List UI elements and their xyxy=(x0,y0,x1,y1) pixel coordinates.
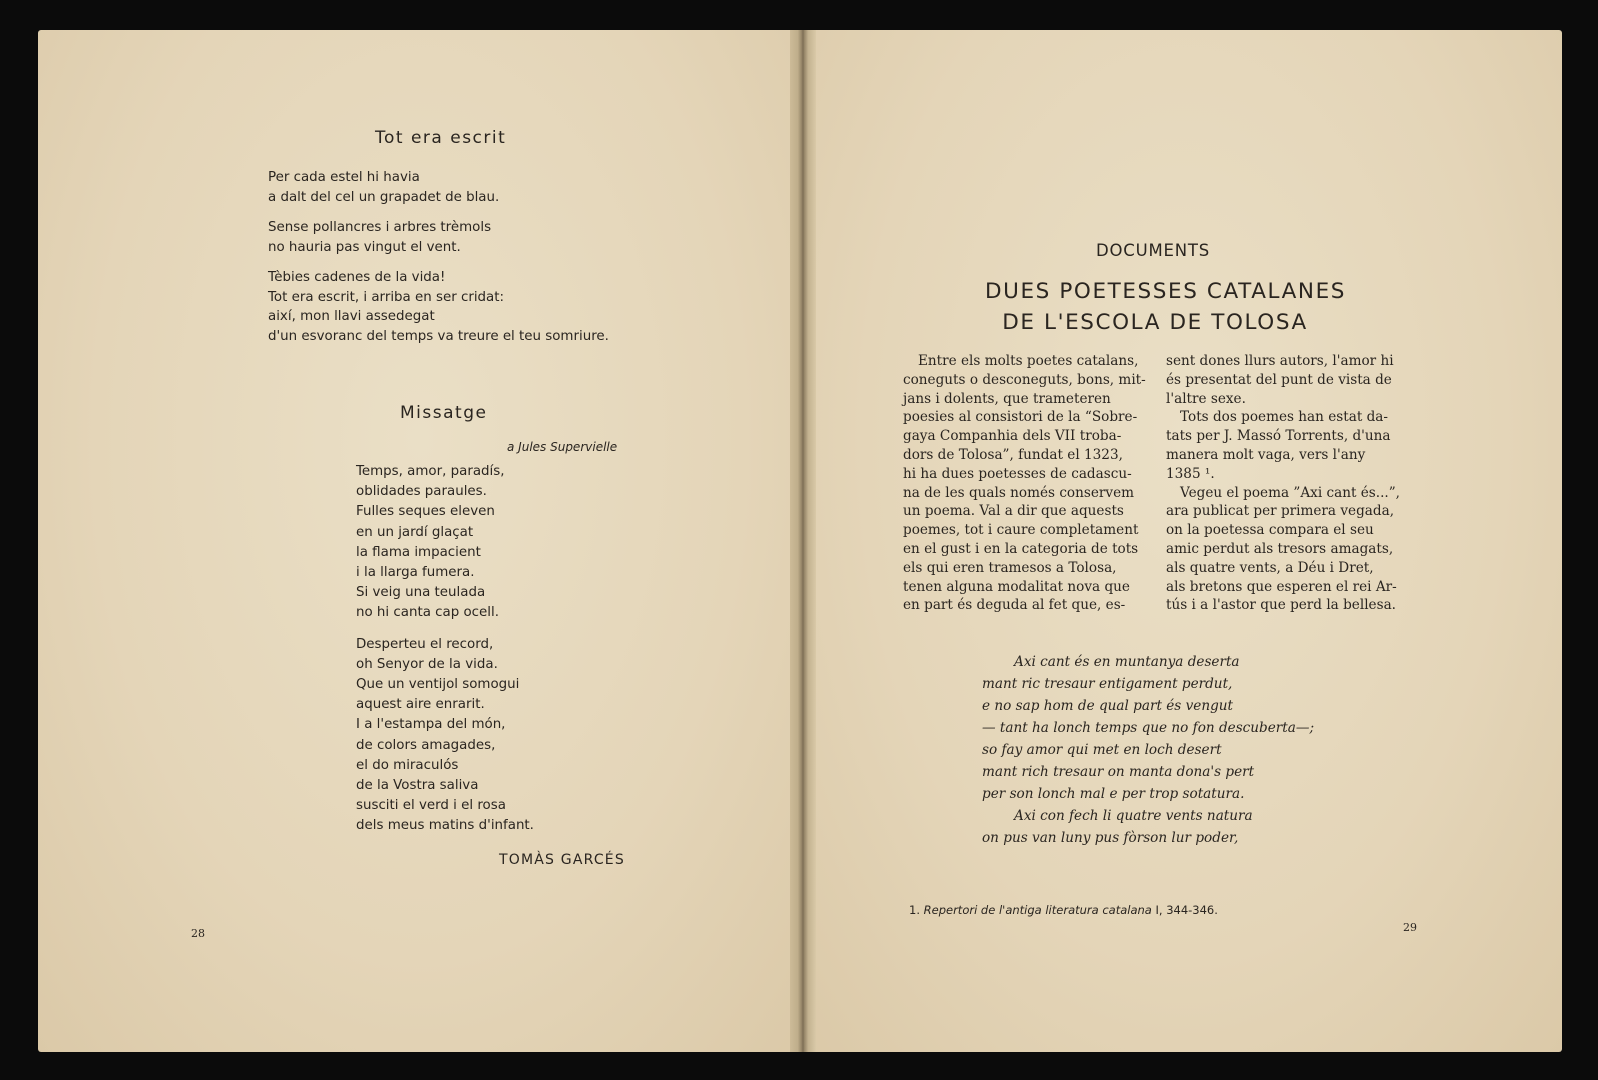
stanza xyxy=(268,218,609,257)
article-column-left xyxy=(903,352,1146,615)
footnote-pages: I, 344-346. xyxy=(1155,903,1218,917)
verse-line: oh Senyor de la vida. xyxy=(356,656,498,672)
verse-line: mant rich tresaur on manta dona's pert xyxy=(982,764,1255,780)
book-gutter xyxy=(790,30,816,1052)
verse-line: el do miraculós xyxy=(356,757,459,773)
verse-line: de la Vostra saliva xyxy=(356,778,479,794)
stanza xyxy=(356,635,534,837)
footnote xyxy=(909,903,1218,917)
verse-line: la flama impacient xyxy=(356,544,481,560)
poem-title: Missatge xyxy=(400,403,488,423)
verse-line: Temps, amor, paradís, xyxy=(356,464,505,479)
verse-line: Tèbies cadenes de la vida! xyxy=(268,270,446,285)
text-line: jans i dolents, que trameteren xyxy=(903,390,1111,407)
page-number: 28 xyxy=(191,927,205,940)
verse-line: Fulles seques eleven xyxy=(356,504,495,520)
text-line: els qui eren tramesos a Tolosa, xyxy=(903,559,1117,576)
verse-line: — tant ha lonch temps que no fon descuberta—; xyxy=(982,720,1315,736)
author-signature: TOMÀS GARCÉS xyxy=(499,852,625,868)
footnote-marker: 1. xyxy=(909,903,920,917)
verse-line: d'un esvoranc del temps va treure el teu somriure. xyxy=(268,328,609,344)
verse-line: Axi cant és en muntanya deserta xyxy=(1014,654,1240,670)
text-line: als bretons que esperen el rei Ar- xyxy=(1166,578,1397,595)
text-line: amic perdut als tresors amagats, xyxy=(1166,540,1394,557)
text-line: ara publicat per primera vegada, xyxy=(1166,503,1395,520)
text-line: on la poetessa compara el seu xyxy=(1166,522,1374,539)
verse-line: així, mon llavi assedegat xyxy=(268,309,435,324)
text-line: dors de Tolosa”, fundat el 1323, xyxy=(903,446,1123,463)
title-line: DE L'ESCOLA DE TOLOSA xyxy=(1002,310,1308,335)
verse-line: aquest aire enrarit. xyxy=(356,697,485,713)
verse-line: Que un ventijol somogui xyxy=(356,677,520,693)
text-line: en el gust i en la categoria de tots xyxy=(903,540,1139,557)
text-line: gaya Companhia dels VII troba- xyxy=(903,428,1122,445)
text-line: Tots dos poemes han estat da- xyxy=(1180,409,1389,426)
verse-line: Tot era escrit, i arriba en ser cridat: xyxy=(268,289,505,305)
verse-line: Axi con fech li quatre vents natura xyxy=(1014,808,1253,824)
verse-line: oblidades paraules. xyxy=(356,484,487,500)
verse-line: no hauria pas vingut el vent. xyxy=(268,239,461,255)
stanza xyxy=(356,462,534,624)
text-line: hi ha dues poetesses de cadascu- xyxy=(903,465,1132,482)
text-line: Entre els molts poetes catalans, xyxy=(918,353,1139,369)
verse-line: Sense pollancres i arbres trèmols xyxy=(268,220,492,235)
text-line: manera molt vaga, vers l'any xyxy=(1166,446,1366,463)
text-line: en part és deguda al fet que, es- xyxy=(903,597,1126,614)
verse-line: en un jardí glaçat xyxy=(356,524,474,540)
page-number: 29 xyxy=(1403,921,1417,934)
text-line: tenen alguna modalitat nova que xyxy=(903,578,1130,595)
text-line: als quatre vents, a Déu i Dret, xyxy=(1166,559,1374,576)
title-line: DUES POETESSES CATALANES xyxy=(985,279,1347,304)
verse-line: so fay amor qui met en loch desert xyxy=(982,742,1222,758)
text-line: l'altre sexe. xyxy=(1166,390,1246,407)
text-line: poesies al consistori de la “Sobre- xyxy=(903,409,1138,426)
verse-line: a dalt del cel un grapadet de blau. xyxy=(268,189,500,205)
article-column-right xyxy=(1166,352,1410,615)
verse-line: susciti el verd i el rosa xyxy=(356,798,506,814)
text-line: coneguts o desconeguts, bons, mit- xyxy=(903,371,1146,388)
text-line: na de les quals només conservem xyxy=(903,484,1135,501)
verse-line: de colors amagades, xyxy=(356,737,496,753)
verse-line: i la llarga fumera. xyxy=(356,565,475,581)
verse-line: dels meus matins d'infant. xyxy=(356,818,534,834)
stanza xyxy=(268,268,609,346)
text-line: sent dones llurs autors, l'amor hi xyxy=(1166,353,1394,369)
text-line: tús i a l'astor que perd la bellesa. xyxy=(1166,597,1396,614)
article-title xyxy=(985,276,1347,338)
medieval-verse xyxy=(982,651,1314,849)
stanza xyxy=(268,168,609,207)
poem-body xyxy=(356,462,534,848)
poem-body xyxy=(268,168,609,357)
poem-dedication: a Jules Supervielle xyxy=(507,440,618,454)
text-line: un poema. Val a dir que aquests xyxy=(903,503,1124,520)
text-line: Vegeu el poema ”Axi cant és...”, xyxy=(1180,484,1401,501)
text-line: és presentat del punt de vista de xyxy=(1166,371,1392,388)
verse-line: I a l'estampa del món, xyxy=(356,717,506,733)
footnote-title: Repertori de l'antiga literatura catalana xyxy=(923,903,1152,917)
verse-line: e no sap hom de qual part és vengut xyxy=(982,698,1234,714)
poem-title: Tot era escrit xyxy=(375,128,507,148)
text-line: 1385 ¹. xyxy=(1166,465,1215,482)
verse-line: Desperteu el record, xyxy=(356,636,494,652)
verse-line: Per cada estel hi havia xyxy=(268,170,420,185)
text-line: poemes, tot i caure completament xyxy=(903,522,1139,539)
verse-line: Si veig una teulada xyxy=(356,585,486,601)
verse-line: no hi canta cap ocell. xyxy=(356,605,499,621)
verse-line: per son lonch mal e per trop sotatura. xyxy=(982,786,1245,802)
text-line: tats per J. Massó Torrents, d'una xyxy=(1166,428,1391,445)
verse-line: mant ric tresaur entigament perdut, xyxy=(982,676,1233,692)
verse-line: on pus van luny pus fòrson lur poder, xyxy=(982,830,1239,846)
section-label: DOCUMENTS xyxy=(1096,241,1211,260)
